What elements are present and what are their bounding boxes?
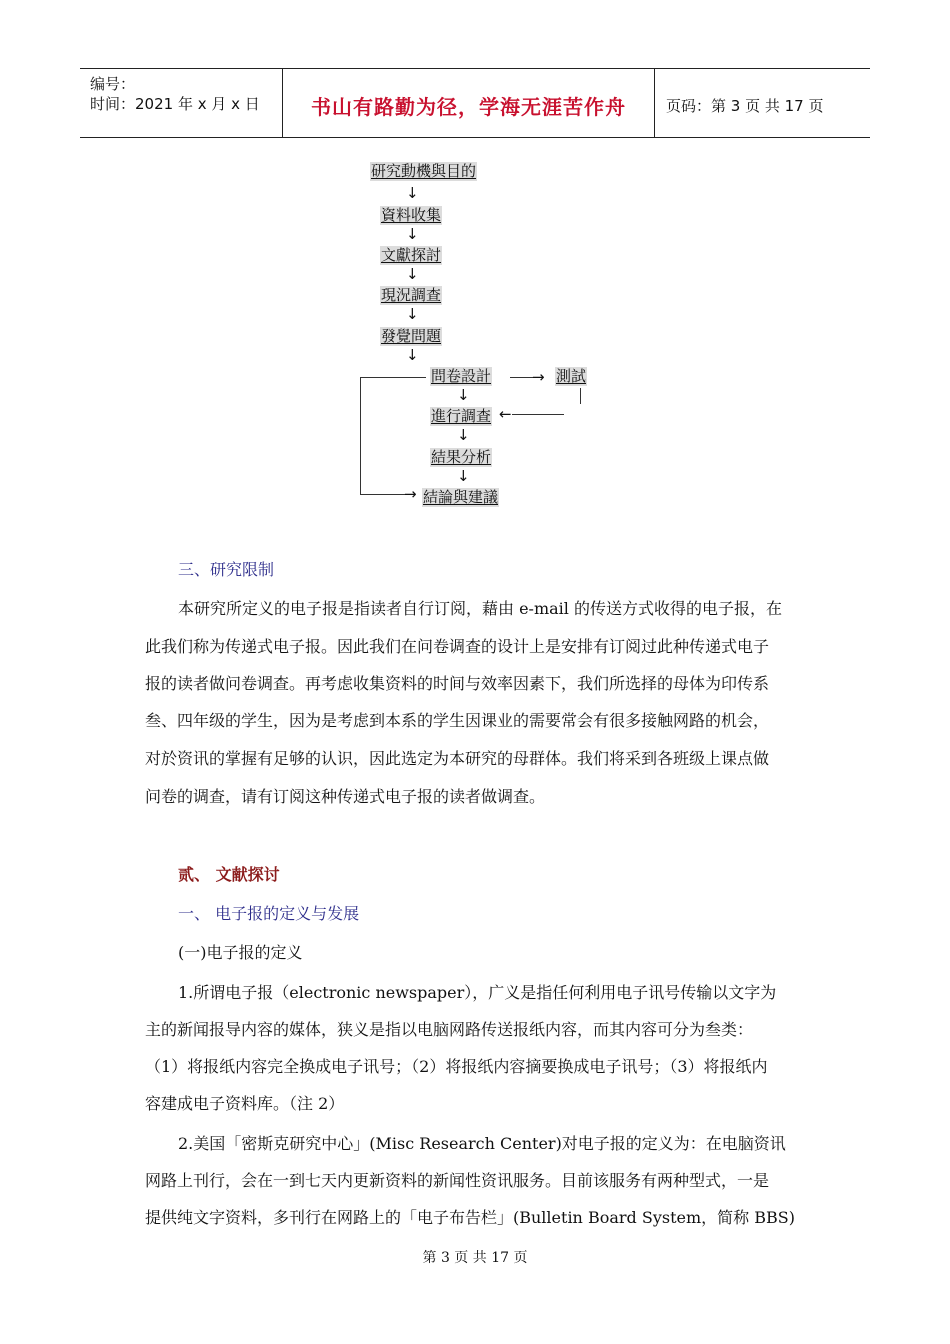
down-arrow-icon: ↓ <box>406 184 419 202</box>
loop-top-line <box>360 377 426 378</box>
paragraph-line: 网路上刊行，会在一到七天内更新资料的新闻性资讯服务。目前该服务有两种型式，一是 <box>145 1171 770 1190</box>
down-arrow-icon: ↓ <box>406 265 419 283</box>
flow-node-conduct: 進行調查 <box>431 407 492 425</box>
down-arrow-icon: ↓ <box>406 305 419 323</box>
flow-node-survey: 現況調查 <box>381 286 442 304</box>
paragraph-line: 1.所谓电子报（electronic newspaper），广义是指任何利用电子讯号传输以文字为 <box>178 983 777 1002</box>
paragraph-line: 此我们称为传递式电子报。因此我们在问卷调查的设计上是安排有订阅过此种传递式电子 <box>145 637 770 656</box>
research-flowchart <box>0 0 950 540</box>
flow-node-collection: 資料收集 <box>381 206 442 224</box>
right-arrow-icon: → <box>404 485 417 503</box>
paragraph-line: 提供纯文字资料，多刊行在网路上的「电子布告栏」(Bulletin Board System，简称 BBS) <box>145 1208 795 1227</box>
paragraph-line: 对於资讯的掌握有足够的认识，因此选定为本研究的母群体。我们将采到各班级上课点做 <box>145 749 770 768</box>
paragraph-line: （1）将报纸内容完全换成电子讯号；（2）将报纸内容摘要换成电子讯号；（3）将报纸内 <box>145 1057 768 1076</box>
header-page-info: 页码：第 3 页 共 17 页 <box>666 97 824 115</box>
test-return-vertical <box>580 388 581 404</box>
flow-node-motivation: 研究動機與目的 <box>371 162 477 180</box>
flow-node-conclusion: 結論與建議 <box>423 488 499 506</box>
flow-node-problem: 發覺問題 <box>381 327 442 345</box>
header-motto: 书山有路勤为径，学海无涯苦作舟 <box>311 95 626 119</box>
time-label: 时间：2021 年 x 月 x 日 <box>90 95 260 113</box>
down-arrow-icon: ↓ <box>406 346 419 364</box>
paragraph-line: 2.美国「密斯克研究中心」(Misc Research Center)对电子报的定义为：在电脑资讯 <box>178 1134 786 1153</box>
down-arrow-icon: ↓ <box>457 386 470 404</box>
paragraph-line: 容建成电子资料库。（注 2） <box>145 1094 345 1113</box>
right-arrow-icon: → <box>532 368 545 386</box>
flow-node-test: 測試 <box>556 367 587 385</box>
paragraph-line: 叁、四年级的学生，因为是考虑到本系的学生因课业的需要常会有很多接触网路的机会， <box>145 711 770 730</box>
flow-node-questionnaire: 問卷設計 <box>431 367 492 385</box>
paragraph-line: 报的读者做问卷调查。再考虑收集资料的时间与效率因素下，我们所选择的母体为印传系 <box>145 674 770 693</box>
paragraph-line: 主的新闻报导内容的媒体，狭义是指以电脑网路传送报纸内容，而其内容可分为叁类： <box>145 1020 754 1039</box>
serial-label: 编号： <box>90 75 136 93</box>
loop-bottom-line <box>360 494 410 495</box>
paragraph-line: 问卷的调查，请有订阅这种传递式电子报的读者做调查。 <box>145 787 546 806</box>
down-arrow-icon: ↓ <box>406 225 419 243</box>
subheading-definition: (一)电子报的定义 <box>178 943 303 962</box>
page-footer: 第 3 页 共 17 页 <box>422 1250 528 1266</box>
chapter-heading-literature-review: 贰、 文献探讨 <box>178 865 280 884</box>
section-heading-limitations: 三、研究限制 <box>178 560 275 579</box>
flow-node-literature: 文獻探討 <box>381 246 442 264</box>
down-arrow-icon: ↓ <box>457 426 470 444</box>
left-arrow-icon: ← <box>499 405 512 423</box>
subheading-definition-development: 一、 电子报的定义与发展 <box>178 904 360 923</box>
test-return-line <box>512 414 564 415</box>
paragraph-line: 本研究所定义的电子报是指读者自行订阅，藉由 e-mail 的传送方式收得的电子报，在 <box>178 599 782 618</box>
loop-vertical-line <box>360 377 361 494</box>
down-arrow-icon: ↓ <box>457 467 470 485</box>
flow-node-analysis: 結果分析 <box>431 448 492 466</box>
